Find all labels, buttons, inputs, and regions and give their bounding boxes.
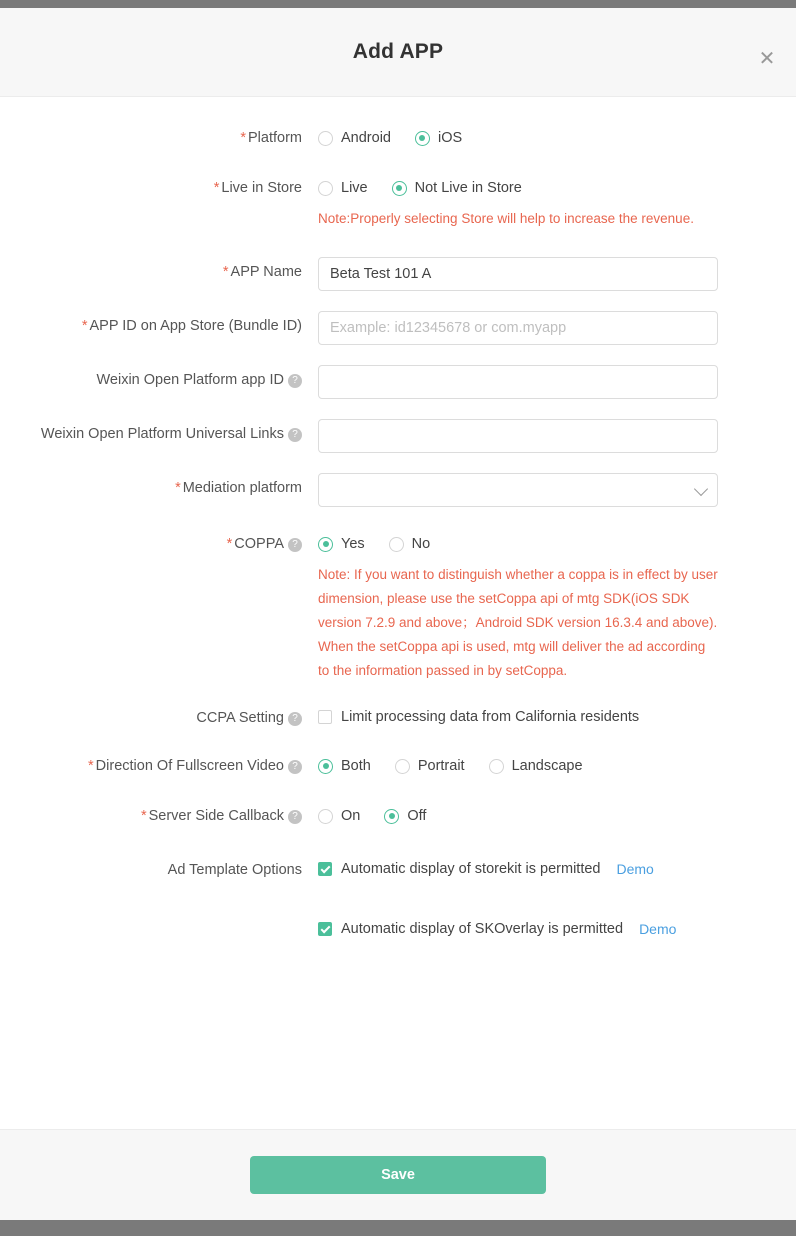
- radio-icon-selected[interactable]: [384, 809, 399, 824]
- radio-direction-both[interactable]: [318, 758, 371, 774]
- skoverlay-checkbox[interactable]: [318, 922, 332, 936]
- label-weixin-universal-links: Weixin Open Platform Universal Links ?: [0, 415, 318, 444]
- weixin-app-id-input[interactable]: [318, 365, 718, 399]
- server-side-callback-radio-group: [318, 801, 796, 831]
- field-weixin-universal-links: [0, 415, 796, 453]
- radio-icon[interactable]: [489, 759, 504, 774]
- label-ccpa: CCPA Setting ?: [0, 699, 318, 728]
- save-button[interactable]: Save: [250, 1156, 546, 1194]
- skoverlay-label: Automatic display of SKOverlay is permitted: [341, 921, 624, 937]
- radio-label: Yes: [341, 536, 365, 552]
- app-id-input[interactable]: [318, 311, 718, 345]
- radio-direction-portrait[interactable]: [395, 758, 465, 774]
- mediation-platform-select[interactable]: [318, 473, 718, 507]
- field-live-in-store: [0, 169, 796, 231]
- field-app-id: [0, 307, 796, 345]
- radio-coppa-no[interactable]: [389, 536, 431, 552]
- modal-footer: [0, 1129, 796, 1220]
- ad-template-option-skoverlay[interactable]: [318, 915, 796, 943]
- radio-icon[interactable]: [389, 537, 404, 552]
- storekit-label: Automatic display of storekit is permitted: [341, 861, 601, 877]
- required-mark: *: [175, 480, 181, 496]
- help-icon[interactable]: ?: [288, 712, 302, 726]
- radio-label: Android: [341, 130, 391, 146]
- radio-icon[interactable]: [318, 809, 333, 824]
- storekit-checkbox[interactable]: [318, 862, 332, 876]
- radio-label: On: [341, 808, 361, 824]
- storekit-demo-link[interactable]: Demo: [616, 861, 654, 877]
- radio-callback-off[interactable]: [384, 808, 426, 824]
- label-server-side-callback: * Server Side Callback ?: [0, 797, 318, 826]
- radio-label: iOS: [437, 130, 463, 146]
- help-icon[interactable]: ?: [288, 428, 302, 442]
- platform-radio-group: [318, 123, 796, 153]
- radio-icon[interactable]: [395, 759, 410, 774]
- radio-label: No: [411, 536, 431, 552]
- field-direction: [0, 747, 796, 781]
- note-coppa: Note: If you want to distinguish whether a coppa is in effect by user dimension, please use the setCoppa api of mtg SDK(iOS SDK version 7.2.9 and above；Android SDK version 16.3.4 and above). When the setCoppa api is used, mtg will deliver the ad according to the information passed in by setCoppa.: [318, 567, 718, 678]
- weixin-universal-links-input[interactable]: [318, 419, 718, 453]
- radio-coppa-yes[interactable]: [318, 536, 365, 552]
- label-app-name: * APP Name: [222, 264, 302, 280]
- required-mark: *: [88, 758, 94, 774]
- radio-callback-on[interactable]: [318, 808, 360, 824]
- live-in-store-radio-group: [318, 173, 796, 203]
- field-mediation-platform: [0, 469, 796, 507]
- app-name-input[interactable]: [318, 257, 718, 291]
- field-ccpa: [0, 699, 796, 731]
- radio-icon[interactable]: [318, 181, 333, 196]
- radio-icon-selected[interactable]: [392, 181, 407, 196]
- page-title: Add APP: [352, 40, 444, 63]
- radio-live[interactable]: [318, 180, 368, 196]
- ccpa-checkbox-label: Limit processing data from California residents: [341, 709, 640, 725]
- required-mark: *: [226, 536, 233, 552]
- field-ad-template-options: [0, 851, 796, 943]
- radio-icon-selected[interactable]: [318, 759, 333, 774]
- radio-label: Portrait: [417, 758, 465, 774]
- ccpa-checkbox[interactable]: [318, 710, 332, 724]
- field-coppa: [0, 525, 796, 683]
- required-mark: *: [81, 318, 88, 334]
- direction-radio-group: [318, 751, 796, 781]
- help-icon[interactable]: ?: [288, 760, 302, 774]
- label-ad-template-options: Ad Template Options: [167, 862, 302, 878]
- label-platform: * Platform: [240, 130, 302, 146]
- field-server-side-callback: [0, 797, 796, 831]
- radio-not-live[interactable]: [392, 180, 522, 196]
- radio-direction-landscape[interactable]: [489, 758, 583, 774]
- radio-label: Landscape: [511, 758, 583, 774]
- modal-header: [0, 8, 796, 97]
- radio-icon[interactable]: [318, 131, 333, 146]
- radio-icon-selected[interactable]: [415, 131, 430, 146]
- required-mark: *: [240, 130, 246, 146]
- mediation-platform-select-wrap: [318, 473, 718, 507]
- required-mark: *: [213, 180, 220, 196]
- label-coppa: * COPPA ?: [0, 525, 318, 554]
- radio-label: Both: [341, 758, 371, 774]
- note-live-in-store: Note:Properly selecting Store will help to increase the revenue.: [318, 211, 694, 226]
- label-live-in-store: * Live in Store: [213, 180, 302, 196]
- radio-platform-android[interactable]: [318, 130, 391, 146]
- help-icon[interactable]: ?: [288, 538, 302, 552]
- field-weixin-app-id: [0, 361, 796, 399]
- field-platform: [0, 119, 796, 153]
- label-direction: * Direction Of Fullscreen Video ?: [0, 747, 318, 776]
- modal-body: [0, 97, 796, 1129]
- skoverlay-demo-link[interactable]: Demo: [639, 921, 677, 937]
- ccpa-checkbox-row[interactable]: [318, 703, 796, 731]
- label-weixin-app-id: Weixin Open Platform app ID ?: [0, 361, 318, 390]
- required-mark: *: [222, 264, 229, 280]
- radio-icon-selected[interactable]: [318, 537, 333, 552]
- radio-label: Not Live in Store: [414, 180, 522, 196]
- label-mediation-platform: * Mediation platform: [175, 480, 302, 496]
- radio-label: Off: [407, 808, 427, 824]
- required-mark: *: [140, 808, 147, 824]
- radio-label: Live: [341, 180, 368, 196]
- add-app-modal: [0, 8, 796, 1220]
- coppa-radio-group: [318, 529, 796, 559]
- ad-template-option-storekit[interactable]: [318, 855, 796, 883]
- help-icon[interactable]: ?: [288, 374, 302, 388]
- label-app-id: * APP ID on App Store (Bundle ID): [81, 318, 302, 334]
- field-app-name: [0, 253, 796, 291]
- radio-platform-ios[interactable]: [415, 130, 462, 146]
- help-icon[interactable]: ?: [288, 810, 302, 824]
- close-icon[interactable]: ✕: [758, 46, 776, 70]
